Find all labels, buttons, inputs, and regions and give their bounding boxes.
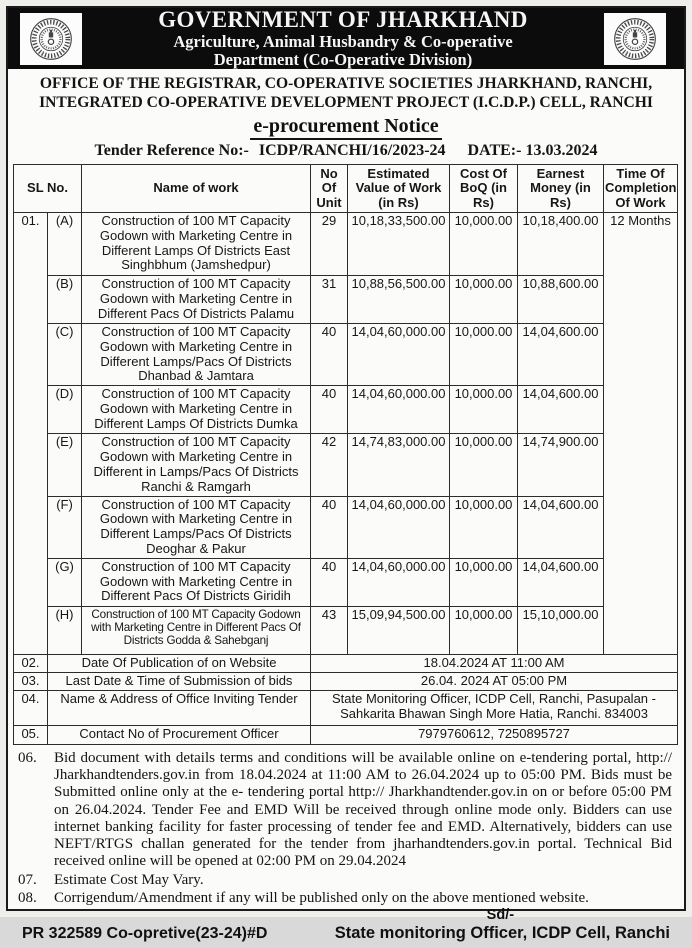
work-earnest-money-cell: 10,88,600.00 — [518, 276, 604, 324]
work-row — [14, 324, 678, 386]
tender-reference-line — [8, 142, 684, 160]
info-sl-cell: 03. — [14, 672, 48, 690]
work-letter-cell: (B) — [48, 276, 82, 324]
info-row — [14, 725, 678, 744]
col-header-earnest-money: Earnest Money (in Rs) — [518, 165, 604, 213]
work-letter-cell: (D) — [48, 386, 82, 434]
tender-date-value: 13.03.2024 — [525, 142, 598, 160]
office-address-block — [8, 69, 684, 112]
note-number: 06. — [18, 749, 37, 766]
work-unit-cell: 40 — [311, 558, 348, 606]
signature-block — [335, 908, 670, 943]
work-earnest-money-cell: 14,04,600.00 — [518, 324, 604, 386]
work-letter-cell: (A) — [48, 213, 82, 276]
info-sl-cell: 02. — [14, 654, 48, 672]
work-earnest-money-cell: 14,04,600.00 — [518, 496, 604, 558]
header-titles — [92, 8, 594, 68]
work-row — [14, 213, 678, 276]
work-estimated-value-cell: 14,04,60,000.00 — [348, 324, 450, 386]
note-row — [18, 890, 672, 907]
work-estimated-value-cell: 15,09,94,500.00 — [348, 606, 450, 654]
sl-no-cell: 01. — [14, 213, 48, 655]
signing-officer: State monitoring Officer, ICDP Cell, Ranchi — [334, 923, 670, 942]
work-earnest-money-cell: 10,18,400.00 — [518, 213, 604, 276]
work-unit-cell: 40 — [311, 324, 348, 386]
work-name-cell: Construction of 100 MT Capacity Godown with Marketing Centre in Different in Lamps/Pacs Of Districts Ranchi & Ramgarh — [82, 434, 311, 496]
info-value-cell: State Monitoring Officer, ICDP Cell, Ranchi, Pasupalan - Sahkarita Bhawan Singh More Hatia, Ranchi. 834003 — [311, 690, 678, 725]
notice-title: e-procurement Notice — [250, 115, 441, 140]
table-header-row — [14, 165, 678, 213]
work-unit-cell: 29 — [311, 213, 348, 276]
work-row — [14, 386, 678, 434]
work-row — [14, 434, 678, 496]
document-frame — [6, 6, 686, 942]
work-letter-cell: (H) — [48, 606, 82, 654]
emblem-seal-icon — [610, 15, 660, 63]
info-row — [14, 690, 678, 725]
department-line2: Department (Co-Operative Division) — [213, 50, 473, 70]
emblem-seal-icon — [26, 15, 76, 63]
signature-sd: Sd/- — [486, 907, 515, 924]
work-boq-cost-cell: 10,000.00 — [450, 434, 518, 496]
col-header-estimated-value: Estimated Value of Work (in Rs) — [348, 165, 450, 213]
info-label-cell: Last Date & Time of Submission of bids — [48, 672, 311, 690]
work-estimated-value-cell: 14,04,60,000.00 — [348, 496, 450, 558]
work-earnest-money-cell: 14,74,900.00 — [518, 434, 604, 496]
office-line2: INTEGRATED CO-OPERATIVE DEVELOPMENT PROJECT (I.C.D.P.) CELL, RANCHI — [39, 94, 653, 112]
info-row — [14, 654, 678, 672]
work-estimated-value-cell: 14,04,60,000.00 — [348, 386, 450, 434]
work-letter-cell: (E) — [48, 434, 82, 496]
government-title: GOVERNMENT OF JHARKHAND — [158, 7, 528, 33]
work-unit-cell: 31 — [311, 276, 348, 324]
info-label-cell: Contact No of Procurement Officer — [48, 725, 311, 744]
work-estimated-value-cell: 14,74,83,000.00 — [348, 434, 450, 496]
work-unit-cell: 40 — [311, 386, 348, 434]
time-of-completion-cell: 12 Months — [604, 213, 678, 655]
right-government-seal — [604, 13, 666, 65]
note-number: 08. — [18, 889, 37, 906]
work-earnest-money-cell: 15,10,000.00 — [518, 606, 604, 654]
tender-date-label: DATE:- — [467, 142, 522, 160]
col-header-sl-no: SL No. — [14, 165, 82, 213]
department-line1: Agriculture, Animal Husbandry & Co-operative — [173, 31, 513, 51]
work-boq-cost-cell: 10,000.00 — [450, 496, 518, 558]
col-header-no-of-unit: No Of Unit — [311, 165, 348, 213]
work-boq-cost-cell: 10,000.00 — [450, 386, 518, 434]
work-boq-cost-cell: 10,000.00 — [450, 276, 518, 324]
work-row — [14, 276, 678, 324]
work-boq-cost-cell: 10,000.00 — [450, 324, 518, 386]
notes-section — [8, 745, 684, 908]
notice-title-row — [8, 115, 684, 138]
col-header-name-of-work: Name of work — [82, 165, 311, 213]
work-name-cell: Construction of 100 MT Capacity Godown with Marketing Centre in Different Lamps/Pacs Of Districts Dhanbad & Jamtara — [82, 324, 311, 386]
work-estimated-value-cell: 10,18,33,500.00 — [348, 213, 450, 276]
info-sl-cell: 05. — [14, 725, 48, 744]
work-boq-cost-cell: 10,000.00 — [450, 606, 518, 654]
work-unit-cell: 42 — [311, 434, 348, 496]
note-text: Bid document with details terms and conditions will be available online on e-tendering portal, http:// Jharkhandtenders.gov.in from 18.04.2024 at 11:00 AM to 26.04.2024 up to 05:00 PM. Bids must be Submitted online only at the e- tendering portal http:// Jharkhandtender.gov.in on or before 05:00 PM on 26.04.2024. Tender Fee and EMD Will be received through online mode only. Bidders can use internet banking facility for faster processing of tender fee and EMD. Alternatively, bidders can use NEFT/RTGS challan generated for the tender from jharhandtenders.gov.in portal. Technical Bid received online will be opened at 02:00 PM on 29.04.2024 — [54, 749, 672, 870]
work-name-cell: Construction of 100 MT Capacity Godown with Marketing Centre in Different Lamps Of Districts Dumka — [82, 386, 311, 434]
tender-reference-label: Tender Reference No:- — [94, 142, 249, 160]
info-value-cell: 26.04. 2024 AT 05:00 PM — [311, 672, 678, 690]
work-name-cell: Construction of 100 MT Capacity Godown with Marketing Centre in Different Lamps Of Districts East Singhbhum (Jamshedpur) — [82, 213, 311, 276]
info-value-cell: 7979760612, 7250895727 — [311, 725, 678, 744]
work-unit-cell: 40 — [311, 496, 348, 558]
left-government-seal — [20, 13, 82, 65]
work-boq-cost-cell: 10,000.00 — [450, 558, 518, 606]
note-number: 07. — [18, 871, 37, 888]
col-header-time-of-completion: Time Of Completion Of Work — [604, 165, 678, 213]
info-label-cell: Name & Address of Office Inviting Tender — [48, 690, 311, 725]
col-header-cost-of-boq: Cost Of BoQ (in Rs) — [450, 165, 518, 213]
work-estimated-value-cell: 14,04,60,000.00 — [348, 558, 450, 606]
office-line1: OFFICE OF THE REGISTRAR, CO-OPERATIVE SOCIETIES JHARKHAND, RANCHI, — [39, 75, 653, 92]
note-row — [18, 872, 672, 889]
info-label-cell: Date Of Publication of on Website — [48, 654, 311, 672]
works-tbody — [14, 213, 678, 745]
work-estimated-value-cell: 10,88,56,500.00 — [348, 276, 450, 324]
work-row — [14, 558, 678, 606]
work-name-cell: Construction of 100 MT Capacity Godown with Marketing Centre in Different Pacs Of Districts Godda & Sahebganj — [82, 606, 311, 654]
note-text: Estimate Cost May Vary. — [54, 871, 204, 888]
info-value-cell: 18.04.2024 AT 11:00 AM — [311, 654, 678, 672]
work-name-cell: Construction of 100 MT Capacity Godown with Marketing Centre in Different Lamps/Pacs Of Districts Deoghar & Pakur — [82, 496, 311, 558]
work-name-cell: Construction of 100 MT Capacity Godown with Marketing Centre in Different Pacs Of Districts Giridih — [82, 558, 311, 606]
work-letter-cell: (G) — [48, 558, 82, 606]
tender-table — [13, 164, 678, 745]
work-name-cell: Construction of 100 MT Capacity Godown with Marketing Centre in Different Pacs Of Districts Palamu — [82, 276, 311, 324]
work-letter-cell: (F) — [48, 496, 82, 558]
note-row — [18, 750, 672, 871]
info-sl-cell: 04. — [14, 690, 48, 725]
work-letter-cell: (C) — [48, 324, 82, 386]
work-earnest-money-cell: 14,04,600.00 — [518, 386, 604, 434]
work-row — [14, 496, 678, 558]
publication-reference: PR 322589 Co-opretive(23-24)#D — [22, 924, 268, 942]
footer — [8, 908, 684, 948]
note-text: Corrigendum/Amendment if any will be published only on the above mentioned website. — [54, 889, 589, 906]
header-band — [8, 8, 684, 69]
work-earnest-money-cell: 14,04,600.00 — [518, 558, 604, 606]
work-unit-cell: 43 — [311, 606, 348, 654]
tender-reference-number: ICDP/RANCHI/16/2023-24 — [258, 142, 446, 160]
work-boq-cost-cell: 10,000.00 — [450, 213, 518, 276]
work-row — [14, 606, 678, 654]
info-row — [14, 672, 678, 690]
